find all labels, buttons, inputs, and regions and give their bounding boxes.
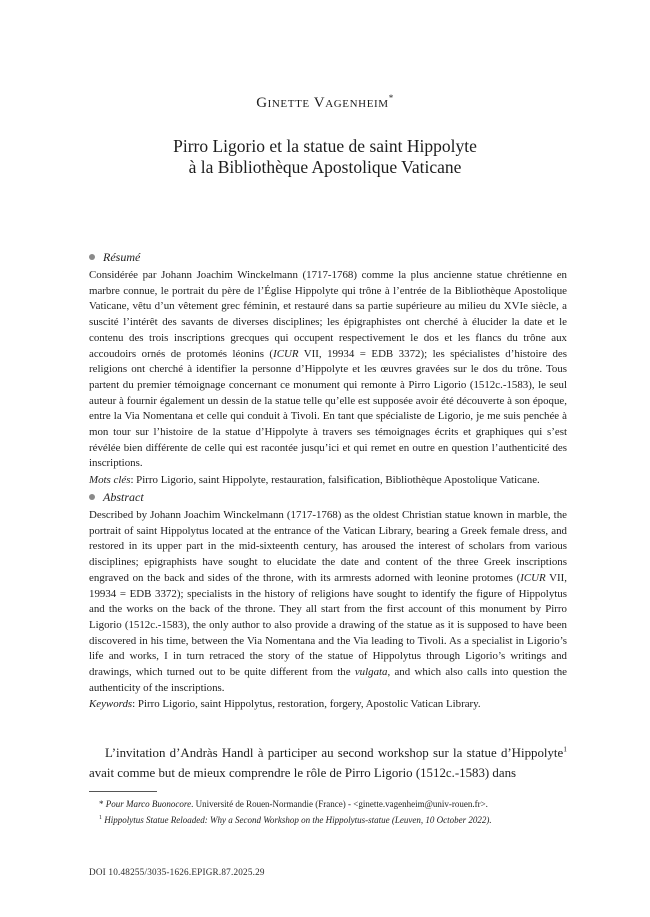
footnote-author: * Pour Marco Buonocore. Université de Rouen-Normandie (France) - <ginette.vagenheim@univ-rouen.fr>. [99, 799, 488, 809]
abstract-keywords: Keywords: Pirro Ligorio, saint Hippolytus, restoration, forgery, Apostolic Vatican Library. [89, 698, 481, 711]
abstract-heading: Abstract [89, 489, 567, 505]
abstract-text: Described by Johann Joachim Winckelmann (1717-1768) as the oldest Christian statue known in marble, the portrait of saint Hippolytus located at the entrance of the Vatican Library, bearing a Greek female dress, and restored in its upper part in the mid-sixteenth century, has aroused the interest of scholars from various disciplines; epigraphists have sought to elucidate the date and content of the three Greek inscriptions engraved on the back and sides of the throne, with its armrests adorned with leonine protomes (ICUR VII, 19934 = EDB 3372); specialists in the history of religions have sought to identify the figure of Hippolytus and the works on the back of the throne. They all start from the first account of this monument by Pirro Ligorio (1512c.-1583), the only author to also provide a drawing of the statue as it is supposed to have been discovered in his time, between the Via Nomentana and the Via leading to Tivoli. As a specialist in Ligorio’s life and works, I in turn retraced the story of the statue of Hippolytus through Ligorio’s writings and drawings, which turned out to be quite different from the vulgata, and which also calls into question the authenticity of the inscriptions. [89, 509, 567, 694]
author-footnote-mark: * [388, 93, 394, 103]
title-line-1: Pirro Ligorio et la statue de saint Hippolyte [173, 136, 477, 156]
footnote-ref[interactable]: 1 [563, 744, 567, 754]
paper-title [0, 136, 650, 178]
doi: DOI 10.48255/3035-1626.EPIGR.87.2025.29 [89, 867, 265, 877]
bullet-icon [89, 254, 95, 260]
resume-heading: Résumé [89, 249, 567, 265]
author-name: Ginette Vagenheim* [256, 93, 394, 111]
resume-keywords: Mots clés: Pirro Ligorio, saint Hippolyte, restauration, falsification, Bibliothèque Apostolique Vaticane. [89, 474, 540, 487]
footnote-divider [89, 791, 157, 792]
footnote-1: $^1$ Hippolytus Statue Reloaded: Why a Second Workshop on the Hippolytus-statue (Leuven, 10 October 2022). [99, 814, 492, 825]
resume-text: Considérée par Johann Joachim Winckelmann (1717-1768) comme la plus ancienne statue chrétienne en marbre connue, le portrait du père de l’Église Hippolyte qui trône à l’entrée de la Bibliothèque Apostolique Vaticane, vêtu d’un vêtement grec féminin, et restauré dans sa partie supérieure au milieu du XVIe siècle, a suscité l’intérêt des savants de diverses disciplines; les épigraphistes ont cherché à élucider la date et le contenu des trois inscriptions grecques qui occupent respectivement le dos et les flancs du trône aux accoudoirs ornés de protomés léonins (ICUR VII, 19934 = EDB 3372); les spécialistes d’histoire des religions ont cherché à identifier la personne d’Hippolyte et les œuvres gravées sur le dos du trône. Tous partent du premier témoignage concernant ce monument qui remonte à Pirro Ligorio (1512c.-1583), le seul auteur à fournir également un dessin de la statue telle qu’elle est supposée avoir été découverte à son époque, entre la Via Nomentana et celle qui conduit à Tivoli. En tant que spécialiste de Ligorio, je me suis penchée à mon tour sur l’histoire de la statue d’Hippolyte à travers ses témoignages écrits et graphiques qui s’est révélée bien différente de celle qui est racontée jusqu’ici et qui remet en outre en question l’authenticité des inscriptions. [89, 269, 567, 470]
abstract-section [89, 489, 567, 713]
bullet-icon [89, 494, 95, 500]
title-line-2: à la Bibliothèque Apostolique Vaticane [188, 157, 462, 177]
resume-section [89, 249, 567, 489]
body-paragraph: L’invitation d’Andràs Handl à participer au second workshop sur la statue d’Hippolyte$^1$ avait comme but de mieux comprendre le rôle de Pirro Ligorio (1512c.-1583) dans [89, 744, 567, 780]
footnotes [89, 798, 567, 827]
